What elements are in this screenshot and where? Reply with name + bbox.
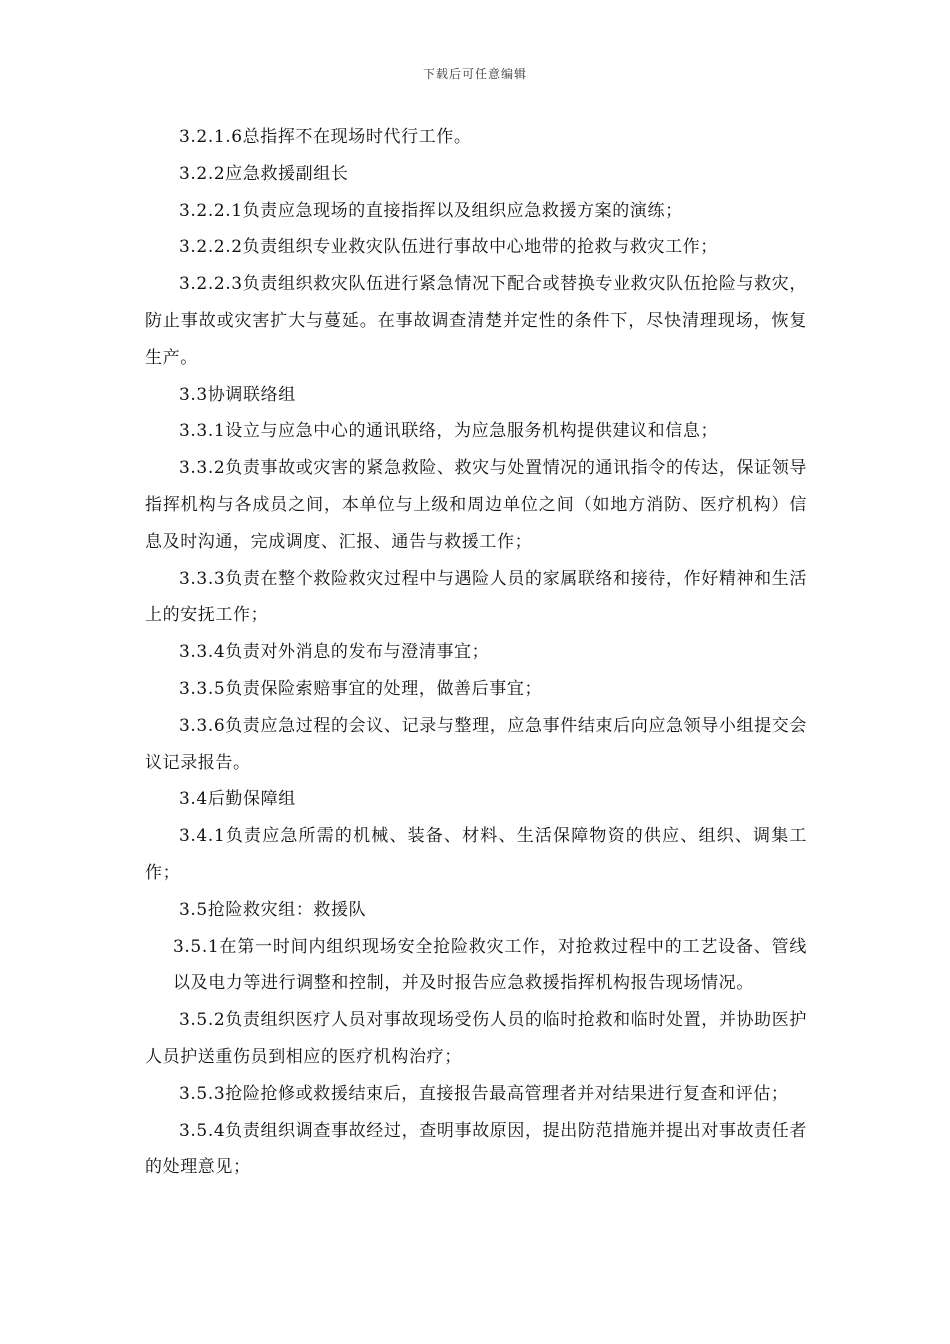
paragraph: 3.5.2负责组织医疗人员对事故现场受伤人员的临时抢救和临时处置，并协助医护人员护送重伤员到相应的医疗机构治疗； [145, 1010, 807, 1067]
paragraph: 3.4.1负责应急所需的机械、装备、材料、生活保障物资的供应、组织、调集工作； [145, 826, 807, 883]
paragraph: 3.2.2.2负责组织专业救灾队伍进行事故中心地带的抢救与救灾工作； [179, 237, 718, 258]
paragraph: 3.3.3负责在整个救险救灾过程中与遇险人员的家属联络和接待，作好精神和生活上的安抚工作； [145, 568, 807, 626]
paragraph: 3.5.1在第一时间内组织现场安全抢险救灾工作，对抢救过程中的工艺设备、管线以及电力等进行调整和控制，并及时报告应急救援指挥机构报告现场情况。 [173, 936, 807, 994]
paragraph: 3.3.4负责对外消息的发布与澄清事宜； [179, 642, 490, 663]
paragraph: 3.3.5负责保险索赔事宜的处理，做善后事宜； [179, 678, 543, 699]
section-heading: 3.4后勤保障组 [179, 789, 296, 810]
page-header: 下载后可任意编辑 [422, 67, 527, 81]
paragraph: 3.3.6负责应急过程的会议、记录与整理，应急事件结束后向应急领导小组提交会议记录报告。 [145, 715, 807, 773]
paragraph: 3.3.2负责事故或灾害的紧急救险、救灾与处置情况的通讯指令的传达，保证领导指挥机构与各成员之间，本单位与上级和周边单位之间（如地方消防、医疗机构）信息及时沟通，完成调度、汇报、通告与救援工作； [145, 458, 807, 552]
section-heading: 3.5抢险救灾组：救援队 [179, 899, 367, 920]
paragraph: 3.5.3抢险抢修或救援结束后，直接报告最高管理者并对结果进行复查和评估； [179, 1083, 789, 1104]
paragraph: 3.3.1设立与应急中心的通讯联络，为应急服务机构提供建议和信息； [179, 421, 719, 442]
paragraph: 3.2.2.1负责应急现场的直接指挥以及组织应急救援方案的演练； [179, 200, 683, 221]
paragraph: 3.2.1.6总指挥不在现场时代行工作。 [179, 127, 472, 147]
paragraph: 3.2.2.3负责组织救灾队伍进行紧急情况下配合或替换专业救灾队伍抢险与救灾，防止事故或灾害扩大与蔓延。在事故调查清楚并定性的条件下，尽快清理现场，恢复生产。 [145, 274, 807, 368]
section-heading: 3.3协调联络组 [179, 384, 296, 405]
document-body [145, 119, 807, 1186]
paragraph: 3.5.4负责组织调查事故经过，查明事故原因，提出防范措施并提出对事故责任者的处理意见； [145, 1120, 807, 1178]
section-heading: 3.2.2应急救援副组长 [179, 163, 349, 184]
